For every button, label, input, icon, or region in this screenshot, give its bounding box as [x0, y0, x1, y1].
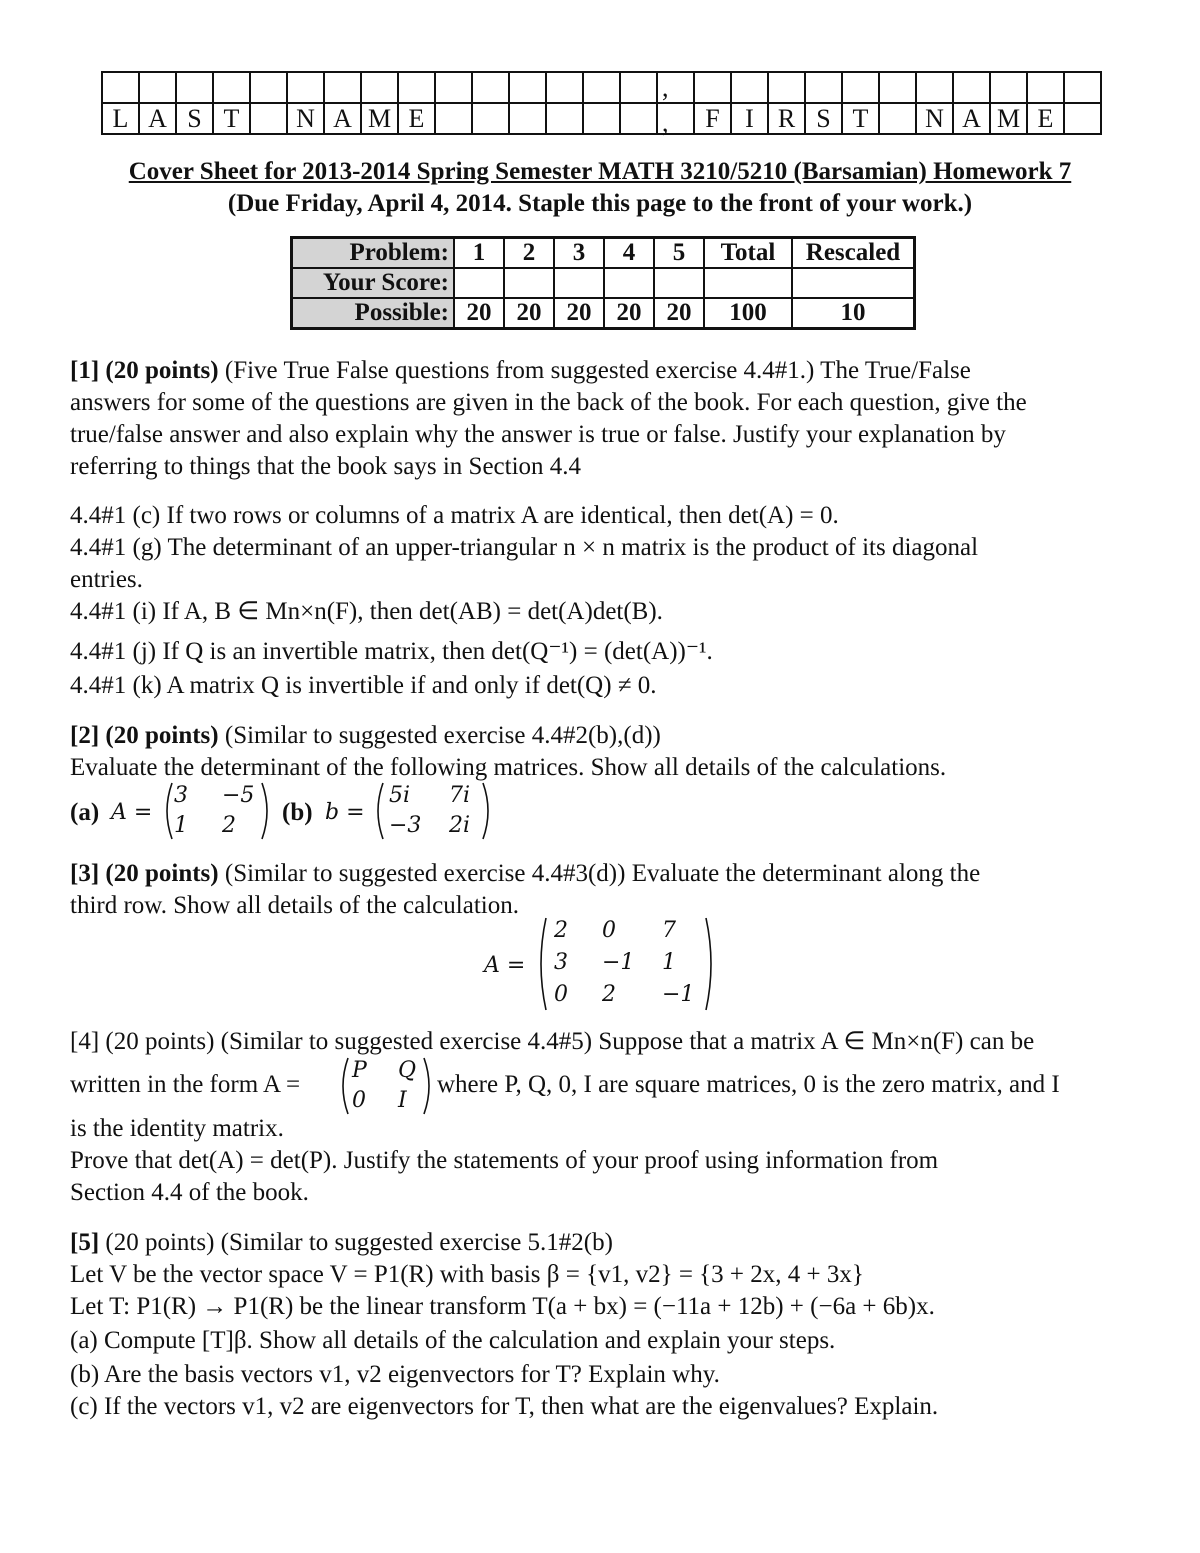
matrix-b	[373, 781, 493, 841]
first-name-cell[interactable]	[916, 72, 953, 103]
matrix-entry: 2i	[449, 813, 471, 838]
first-name-grid	[693, 71, 1102, 135]
possible-score-cell: 100	[704, 298, 792, 329]
last-name-cell[interactable]	[176, 72, 213, 103]
problem3-intro: (Similar to suggested exercise 4.4#3(d)) Evaluate the determinant along the	[224, 860, 981, 887]
matrix-entry: 0	[554, 982, 568, 1007]
problem4-line2-pre: written in the form A =	[70, 1071, 301, 1098]
left-paren	[167, 783, 172, 839]
problem1-question-j: 4.4#1 (j) If Q is an invertible matrix, then det(Q⁻¹) = (det(A))⁻¹.	[70, 638, 713, 665]
last-name-cell[interactable]	[398, 72, 435, 103]
first-name-cell[interactable]	[768, 72, 805, 103]
left-paren	[541, 918, 546, 1010]
matrix-entry: 1	[174, 813, 188, 838]
first-name-cell[interactable]	[805, 72, 842, 103]
last-name-cell	[583, 103, 620, 134]
last-name-cell	[546, 103, 583, 134]
last-name-cell[interactable]	[287, 72, 324, 103]
first-name-cell[interactable]	[731, 72, 768, 103]
last-name-cell: M	[361, 103, 398, 134]
last-name-cell[interactable]	[546, 72, 583, 103]
problem1-intro: (Five True False questions from suggested exercise 4.4#1.) The True/False	[224, 357, 971, 384]
last-name-cell[interactable]	[435, 72, 472, 103]
problem3-number: [3]	[70, 860, 100, 887]
matrix-entry: −5	[222, 783, 255, 808]
problem5-part-c: (c) If the vectors v1, v2 are eigenvectors for T, then what are the eigenvalues? Explain.	[70, 1393, 939, 1420]
first-name-cell: M	[990, 103, 1027, 134]
possible-score-cell: 20	[504, 298, 554, 329]
possible-score-cell: 20	[554, 298, 604, 329]
last-name-cell: A	[324, 103, 361, 134]
matrix-entry: 7	[662, 918, 676, 943]
problem1-line3: true/false answer and also explain why the answer is true or false. Justify your explanation by	[70, 421, 1006, 448]
problem2-intro: (Similar to suggested exercise 4.4#2(b),(d))	[224, 722, 661, 749]
last-name-cell: E	[398, 103, 435, 134]
last-name-cell[interactable]	[472, 72, 509, 103]
first-name-cell: N	[916, 103, 953, 134]
score-column-header: 1	[454, 238, 504, 269]
last-name-row-letters	[102, 103, 694, 134]
possible-score-cell: 20	[654, 298, 704, 329]
last-name-cell: A	[139, 103, 176, 134]
right-paren	[262, 783, 267, 839]
last-name-cell[interactable]	[250, 72, 287, 103]
first-name-cell: F	[694, 103, 731, 134]
last-name-cell	[472, 103, 509, 134]
matrix-entry: 2	[222, 813, 236, 838]
problem1-question-c: 4.4#1 (c) If two rows or columns of a matrix A are identical, then det(A) = 0.	[70, 502, 839, 529]
comma-top: ,	[662, 73, 669, 102]
matrix-3x3	[536, 916, 716, 1012]
your-score-cell[interactable]	[504, 268, 554, 298]
score-row-label: Possible:	[292, 298, 455, 329]
problem5-part-a: (a) Compute [T]β. Show all details of the calculation and explain your steps.	[70, 1327, 836, 1354]
last-name-cell[interactable]	[509, 72, 546, 103]
first-name-cell[interactable]	[953, 72, 990, 103]
left-paren	[378, 783, 383, 839]
first-name-row-letters	[694, 103, 1101, 134]
your-score-cell[interactable]	[792, 268, 915, 298]
page-title: Cover Sheet for 2013-2014 Spring Semester MATH 3210/5210 (Barsamian) Homework 7	[128, 158, 1072, 185]
right-paren	[706, 918, 711, 1010]
last-name-cell[interactable]	[324, 72, 361, 103]
your-score-cell[interactable]	[654, 268, 704, 298]
problem5-line2: Let V be the vector space V = P1(R) with basis β = {v1, v2} = {3 + 2x, 4 + 3x}	[70, 1261, 864, 1288]
first-name-cell: S	[805, 103, 842, 134]
problem2-line2: Evaluate the determinant of the following matrices. Show all details of the calculations.	[70, 754, 947, 781]
right-paren	[424, 1058, 429, 1114]
first-name-cell: I	[731, 103, 768, 134]
problem1-line4: referring to things that the book says in Section 4.4	[70, 453, 582, 480]
problem2-number: [2]	[70, 722, 100, 749]
score-row-label: Your Score:	[292, 268, 455, 298]
first-name-cell[interactable]	[842, 72, 879, 103]
problem3-lhs: A =	[484, 953, 526, 978]
last-name-cell	[250, 103, 287, 134]
last-name-cell	[435, 103, 472, 134]
first-name-cell	[1064, 103, 1101, 134]
score-row	[292, 268, 915, 298]
problem2-part-b-label: (b)	[282, 799, 313, 826]
matrix-entry: −1	[662, 982, 695, 1007]
problem1-question-i: 4.4#1 (i) If A, B ∈ Mn×n(F), then det(AB) = det(A)det(B).	[70, 598, 663, 625]
your-score-cell[interactable]	[554, 268, 604, 298]
matrix-entry: 7i	[449, 783, 471, 808]
score-column-header: Total	[704, 238, 792, 269]
matrix-entry: Q	[398, 1058, 417, 1083]
last-name-cell	[620, 103, 657, 134]
last-name-cell: N	[287, 103, 324, 134]
problem1-question-g: 4.4#1 (g) The determinant of an upper-triangular n × n matrix is the product of its diagonal	[70, 534, 979, 561]
problem5-line1	[70, 1227, 1140, 1259]
first-name-cell: R	[768, 103, 805, 134]
matrix-entry: 1	[662, 950, 676, 975]
last-name-grid	[101, 71, 695, 135]
matrix-entry: 0	[352, 1088, 366, 1113]
left-paren	[343, 1058, 348, 1114]
matrix-entry: 2	[602, 982, 616, 1007]
first-name-cell[interactable]	[990, 72, 1027, 103]
matrix-entry: −1	[602, 950, 635, 975]
your-score-cell[interactable]	[704, 268, 792, 298]
last-name-cell: S	[176, 103, 213, 134]
score-column-header: 3	[554, 238, 604, 269]
problem2-points: (20 points)	[105, 722, 219, 749]
problem4-line5: Section 4.4 of the book.	[70, 1179, 309, 1206]
problem2-part-a-lhs: A =	[111, 800, 153, 825]
problem3-line1	[70, 858, 1140, 890]
matrix-entry: I	[398, 1088, 407, 1113]
first-name-cell: T	[842, 103, 879, 134]
problem1-question-g-cont: entries.	[70, 566, 143, 593]
score-column-header: 4	[604, 238, 654, 269]
last-name-cell[interactable]	[583, 72, 620, 103]
matrix-entry: 3	[174, 783, 188, 808]
score-row	[292, 238, 915, 269]
possible-score-cell: 20	[454, 298, 504, 329]
last-name-row-blank	[102, 72, 694, 103]
problem2-part-a-label: (a)	[70, 799, 100, 826]
first-name-cell: A	[953, 103, 990, 134]
your-score-cell[interactable]	[604, 268, 654, 298]
matrix-entry: −3	[389, 813, 422, 838]
problem3-points: (20 points)	[105, 860, 219, 887]
first-name-cell[interactable]	[1064, 72, 1101, 103]
first-name-cell[interactable]	[1027, 72, 1064, 103]
possible-score-cell: 10	[792, 298, 915, 329]
last-name-cell: T	[213, 103, 250, 134]
first-name-cell[interactable]	[879, 72, 916, 103]
problem1-line2: answers for some of the questions are given in the back of the book. For each question, give the	[70, 389, 1027, 416]
last-name-cell[interactable]	[213, 72, 250, 103]
last-name-cell: L	[102, 103, 139, 134]
problem5-part-b: (b) Are the basis vectors v1, v2 eigenvectors for T? Explain why.	[70, 1361, 720, 1388]
matrix-entry: 2	[554, 918, 568, 943]
comma-bottom: ,	[662, 108, 669, 137]
first-name-cell	[879, 103, 916, 134]
problem1-question-k: 4.4#1 (k) A matrix Q is invertible if and only if det(Q) ≠ 0.	[70, 672, 657, 699]
score-row-label: Problem:	[292, 238, 455, 269]
score-row	[292, 298, 915, 329]
problem1-number: [1]	[70, 357, 100, 384]
problem4-line1: [4] (20 points) (Similar to suggested exercise 4.4#5) Suppose that a matrix A ∈ Mn×n(F) can be	[70, 1028, 1035, 1055]
last-name-cell	[509, 103, 546, 134]
score-table	[290, 236, 916, 330]
problem5-line3: Let T: P1(R) → P1(R) be the linear transform T(a + bx) = (−11a + 12b) + (−6a + 6b)x.	[70, 1293, 935, 1320]
score-column-header: 2	[504, 238, 554, 269]
right-paren	[483, 783, 488, 839]
matrix-block	[338, 1056, 434, 1116]
matrix-entry: 0	[602, 918, 616, 943]
last-name-cell[interactable]	[361, 72, 398, 103]
problem1-points: (20 points)	[105, 357, 219, 384]
your-score-cell[interactable]	[454, 268, 504, 298]
problem1-line1	[70, 355, 1140, 387]
score-column-header: 5	[654, 238, 704, 269]
last-name-cell[interactable]	[620, 72, 657, 103]
possible-score-cell: 20	[604, 298, 654, 329]
matrix-entry: 3	[554, 950, 568, 975]
problem4-line4: Prove that det(A) = det(P). Justify the statements of your proof using information from	[70, 1147, 939, 1174]
matrix-entry: 5i	[389, 783, 411, 808]
first-name-row-blank	[694, 72, 1101, 103]
first-name-cell: E	[1027, 103, 1064, 134]
matrix-entry: P	[352, 1058, 367, 1083]
problem5-number: [5]	[70, 1229, 100, 1256]
problem2-line1	[70, 720, 1140, 752]
score-column-header: Rescaled	[792, 238, 915, 269]
problem3-line2: third row. Show all details of the calculation.	[70, 892, 519, 919]
first-name-cell[interactable]	[694, 72, 731, 103]
problem4-line3: is the identity matrix.	[70, 1115, 284, 1142]
problem2-part-b-lhs: b =	[325, 800, 365, 825]
last-name-cell[interactable]	[139, 72, 176, 103]
matrix-a	[162, 781, 272, 841]
last-name-cell[interactable]	[102, 72, 139, 103]
problem4-line2-post: where P, Q, 0, I are square matrices, 0 is the zero matrix, and I	[437, 1071, 1060, 1098]
problem5-intro: (20 points) (Similar to suggested exercise 5.1#2(b)	[105, 1229, 613, 1256]
page-subtitle: (Due Friday, April 4, 2014. Staple this page to the front of your work.)	[227, 190, 973, 217]
